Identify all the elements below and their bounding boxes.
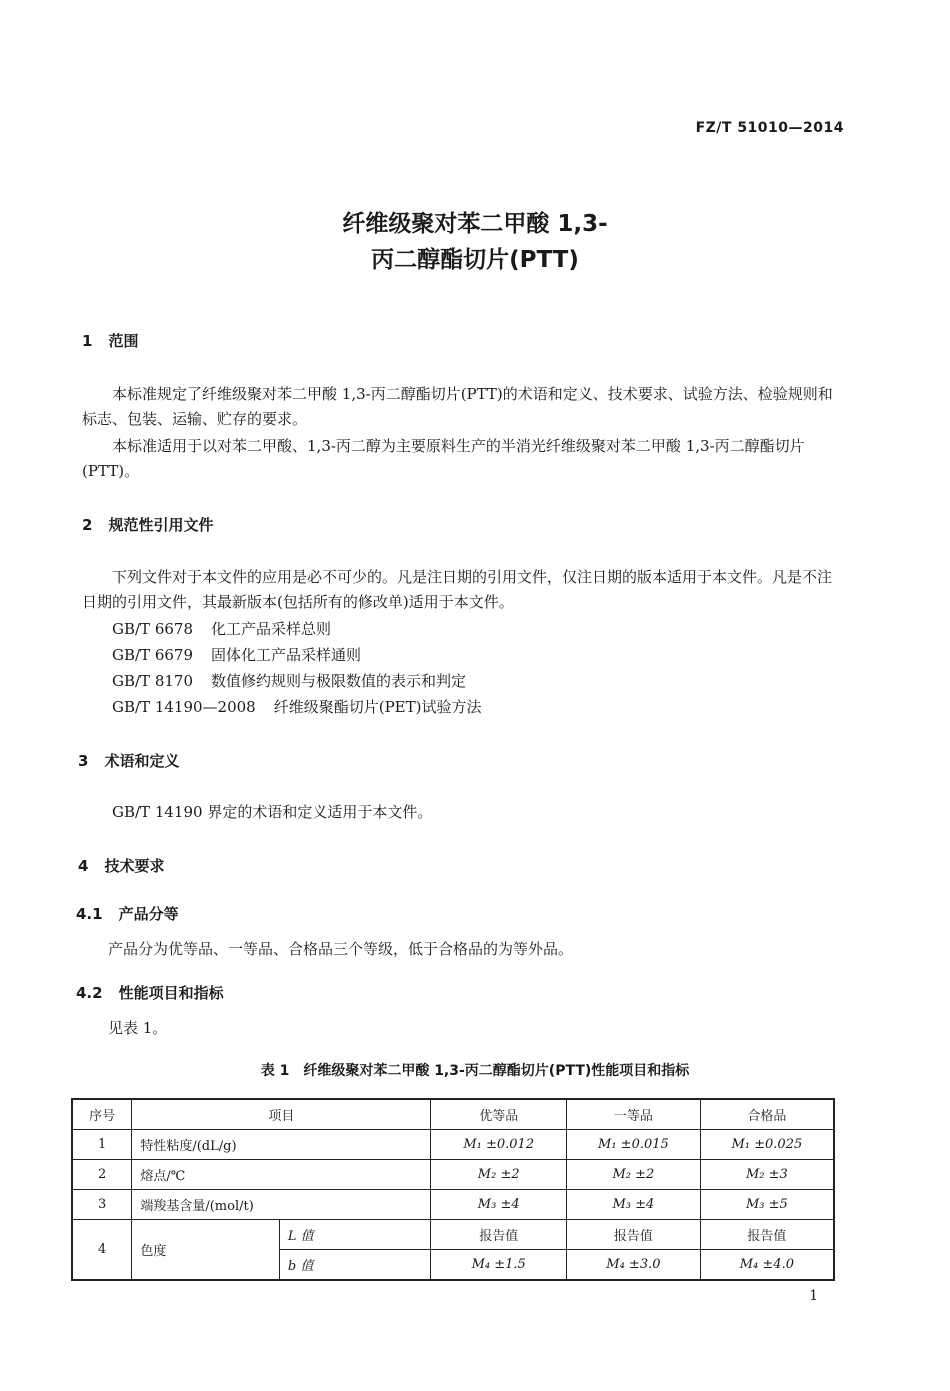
reference-code: GB/T 6679	[112, 646, 194, 664]
spec-table	[71, 1098, 835, 1281]
cell-grade-qualified: 报告值	[700, 1220, 834, 1250]
section-title: 术语和定义	[104, 752, 180, 770]
section-title: 范围	[108, 332, 139, 350]
section-number: 1	[82, 332, 93, 350]
section-3-heading	[78, 750, 179, 771]
section-3-paragraph-1: GB/T 14190 界定的术语和定义适用于本文件。	[112, 803, 433, 821]
reference-name: 纤维级聚酯切片(PET)试验方法	[273, 698, 482, 716]
page-number: 1	[809, 1288, 818, 1304]
section-number: 2	[82, 516, 93, 534]
cell-no: 1	[72, 1130, 132, 1160]
cell-grade-premium: M₂ ±2	[431, 1160, 567, 1190]
cell-grade-qualified: M₄ ±4.0	[700, 1250, 834, 1281]
cell-grade-first: M₁ ±0.015	[567, 1130, 701, 1160]
standard-code: FZ/T 51010—2014	[695, 120, 844, 136]
reference-code: GB/T 8170	[112, 672, 194, 690]
cell-grade-qualified: M₂ ±3	[700, 1160, 834, 1190]
section-1-paragraph-1: 本标准规定了纤维级聚对苯二甲酸 1,3-丙二醇酯切片(PTT)的术语和定义、技术要求、试验方法、检验规则和标志、包装、运输、贮存的要求。	[82, 385, 833, 428]
section-1-paragraph-2: 本标准适用于以对苯二甲酸、1,3-丙二醇为主要原料生产的半消光纤维级聚对苯二甲酸 1,3-丙二醇酯切片(PTT)。	[82, 437, 805, 480]
section-4-heading	[78, 855, 164, 876]
section-title: 规范性引用文件	[108, 516, 214, 534]
reference-item	[112, 669, 466, 694]
cell-grade-premium: M₃ ±4	[431, 1190, 567, 1220]
cell-grade-qualified: M₃ ±5	[700, 1190, 834, 1220]
table-row	[72, 1220, 834, 1250]
cell-grade-premium: M₁ ±0.012	[431, 1130, 567, 1160]
cell-no: 4	[72, 1220, 132, 1281]
reference-name: 固体化工产品采样通则	[211, 646, 362, 664]
section-4-2-heading	[76, 982, 224, 1003]
cell-grade-qualified: M₁ ±0.025	[700, 1130, 834, 1160]
reference-item	[112, 695, 482, 720]
header-grade-first: 一等品	[567, 1099, 701, 1130]
cell-no: 2	[72, 1160, 132, 1190]
header-no: 序号	[72, 1099, 132, 1130]
document-title	[0, 206, 950, 278]
section-4-2-paragraph: 见表 1。	[108, 1019, 168, 1037]
cell-grade-first: M₄ ±3.0	[567, 1250, 701, 1281]
title-line-2: 丙二醇酯切片(PTT)	[371, 247, 579, 273]
header-item: 项目	[132, 1099, 431, 1130]
section-1-heading	[82, 330, 138, 351]
reference-code: GB/T 6678	[112, 620, 194, 638]
header-grade-premium: 优等品	[431, 1099, 567, 1130]
cell-subitem: b 值	[279, 1250, 431, 1281]
cell-grade-first: M₂ ±2	[567, 1160, 701, 1190]
cell-item: 特性粘度/(dL/g)	[132, 1130, 431, 1160]
section-number: 4.2	[76, 984, 103, 1002]
reference-name: 化工产品采样总则	[211, 620, 332, 638]
section-title: 技术要求	[104, 857, 165, 875]
header-grade-qualified: 合格品	[700, 1099, 834, 1130]
table-row	[72, 1160, 834, 1190]
cell-grade-premium: 报告值	[431, 1220, 567, 1250]
cell-item: 端羧基含量/(mol/t)	[132, 1190, 431, 1220]
section-number: 4.1	[76, 905, 103, 923]
table-caption: 表 1 纤维级聚对苯二甲酸 1,3-丙二醇酯切片(PTT)性能项目和指标	[260, 1063, 690, 1079]
cell-grade-premium: M₄ ±1.5	[431, 1250, 567, 1281]
reference-name: 数值修约规则与极限数值的表示和判定	[211, 672, 467, 690]
table-row	[72, 1190, 834, 1220]
cell-item: 熔点/℃	[132, 1160, 431, 1190]
cell-item: 色度	[132, 1220, 280, 1281]
cell-grade-first: 报告值	[567, 1220, 701, 1250]
section-title: 性能项目和指标	[118, 984, 224, 1002]
cell-no: 3	[72, 1190, 132, 1220]
table-header-row	[72, 1099, 834, 1130]
section-number: 3	[78, 752, 89, 770]
table-row	[72, 1130, 834, 1160]
section-4-1-heading	[76, 903, 179, 924]
title-line-1: 纤维级聚对苯二甲酸 1,3-	[342, 211, 608, 237]
cell-subitem: L 值	[279, 1220, 431, 1250]
cell-grade-first: M₃ ±4	[567, 1190, 701, 1220]
section-2-paragraph-1: 下列文件对于本文件的应用是必不可少的。凡是注日期的引用文件，仅注日期的版本适用于本文件。凡是不注日期的引用文件，其最新版本(包括所有的修改单)适用于本文件。	[82, 568, 833, 611]
reference-code: GB/T 14190—2008	[112, 698, 256, 716]
section-2-heading	[82, 514, 213, 535]
reference-item	[112, 643, 361, 668]
section-title: 产品分等	[118, 905, 179, 923]
reference-item	[112, 617, 331, 642]
section-number: 4	[78, 857, 89, 875]
section-4-1-paragraph: 产品分为优等品、一等品、合格品三个等级，低于合格品的为等外品。	[108, 940, 574, 958]
